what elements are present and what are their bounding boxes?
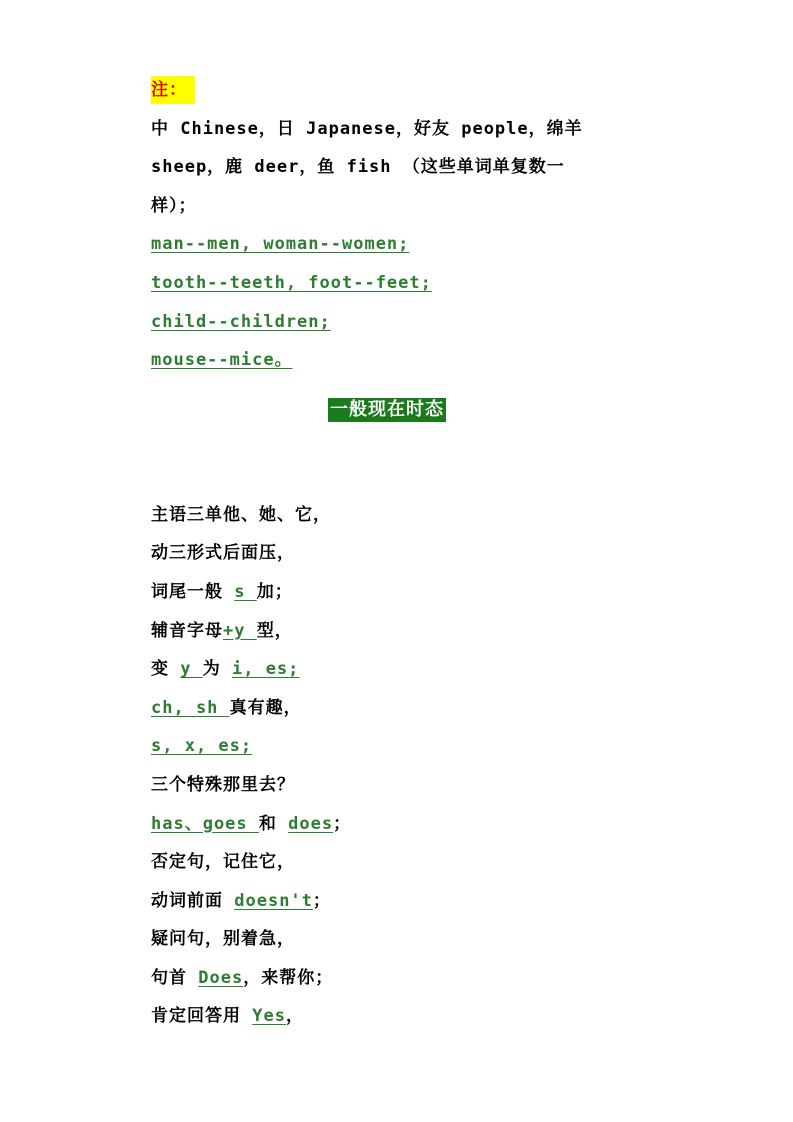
rhyme-text: 为 (202, 659, 232, 680)
rhyme-text: ，来帮你； (243, 967, 334, 988)
rhyme-line: 动三形式后面压， (151, 543, 295, 564)
rhyme-text: 动词前面 (151, 890, 235, 911)
rhyme-keyword: s (234, 581, 257, 602)
plural-pair-text: child--children; (151, 311, 331, 332)
rhyme-text: 变 (151, 659, 181, 680)
rhyme-text: 句首 (151, 967, 199, 988)
rhyme-line (151, 577, 651, 616)
document-body (151, 75, 651, 1040)
plural-pair-text: man--men, woman--women; (151, 234, 410, 255)
rhyme-line: 否定句，记住它， (151, 852, 295, 873)
note-label-line (151, 75, 651, 114)
note-line-1: 中 Chinese，日 Japanese，好友 people，绵羊 (151, 118, 583, 139)
rhyme-keyword: +y (223, 620, 257, 641)
rhyme-line (151, 886, 651, 925)
rhyme-keyword: does (288, 813, 334, 834)
rhyme-keyword: Yes (252, 1006, 286, 1027)
rhyme-text: 真有趣， (229, 697, 302, 718)
rhyme-text: 肯定回答用 (151, 1006, 253, 1027)
note-label: 注： (151, 76, 195, 104)
rhyme-text: 型， (256, 620, 293, 641)
spacer (151, 461, 651, 500)
rhyme-text: 词尾一般 (151, 581, 235, 602)
section-heading: 一般现在时态 (330, 398, 444, 420)
rhyme-line (151, 731, 651, 770)
rhyme-text: ； (312, 890, 331, 911)
rhyme-line (151, 693, 651, 732)
plural-pair (151, 307, 651, 346)
plural-pair-text: mouse--mice。 (151, 350, 293, 371)
rhyme-line (151, 616, 651, 655)
rhyme-text: ， (285, 1006, 304, 1027)
note-line-3: 样）； (151, 195, 197, 216)
plural-pair (151, 268, 651, 307)
rhyme-line (151, 963, 651, 1002)
rhyme-line (151, 654, 651, 693)
rhyme-line: 疑问句，别着急， (151, 929, 295, 950)
plural-pair (151, 345, 651, 384)
rhyme-text: 加； (256, 581, 293, 602)
rhyme-line (151, 1001, 651, 1040)
rhyme-keyword: y (180, 659, 203, 680)
plural-pair (151, 229, 651, 268)
rhyme-text: 和 (258, 813, 289, 834)
rhyme-keyword: ch, sh (151, 697, 230, 718)
rhyme-keyword: i, es; (231, 659, 300, 680)
rhyme-line: 主语三单他、她、它， (151, 504, 331, 525)
rhyme-line: 三个特殊那里去？ (151, 774, 295, 795)
section-heading-block (151, 384, 651, 461)
rhyme-line (151, 809, 651, 848)
rhyme-keyword: s, x, es; (151, 736, 253, 757)
rhyme-keyword: has、goes (151, 813, 259, 834)
rhyme-keyword: doesn't (234, 890, 313, 911)
note-line-2: sheep，鹿 deer，鱼 fish （这些单词单复数一 (151, 157, 565, 178)
rhyme-text: ； (333, 813, 352, 834)
rhyme-keyword: Does (198, 967, 244, 988)
plural-pair-text: tooth--teeth, foot--feet; (151, 272, 432, 293)
rhyme-text: 辅音字母 (151, 620, 223, 641)
